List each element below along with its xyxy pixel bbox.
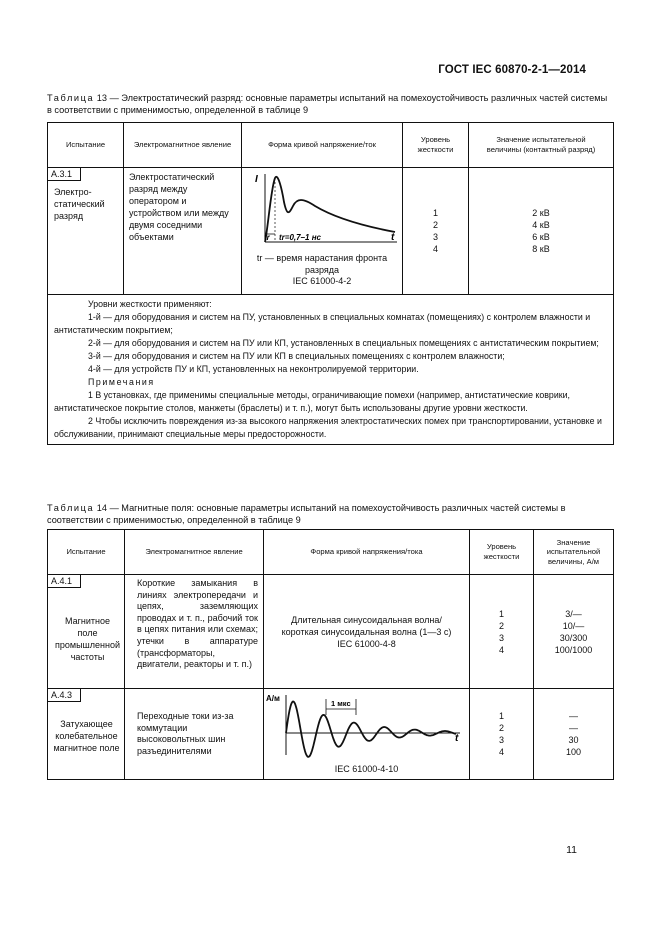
t14-row2-levels [470,689,534,780]
rise-time-value-label: tr=0,7–1 нс [278,233,321,242]
t13-value-4: 8 кВ [532,244,550,254]
t13-levels-intro: Уровни жесткости применяют: [88,299,212,309]
t14-row1-level-4: 4 [498,644,504,655]
t14-row-power-freq [48,575,614,689]
t13-row-em: Электростатический разряд между оператором и устройством или между двумя соседними объектами [124,168,242,295]
t14-row1-test: Магнитное поле промышленной частоты [55,616,120,662]
t13-header-level: Уровень жесткости [403,123,469,168]
t13-level-desc-2: 2-й — для оборудования и систем на ПУ или КП, установленных в специальных помещениях с антистатическим покрытием; [88,338,599,348]
t13-header-value: Значение испытательной величины (контактный разряд) [469,123,614,168]
t13-value-3: 6 кВ [532,232,550,242]
damped-x-label: t [455,733,459,744]
table13-caption [47,92,613,117]
table13-caption-text: 13 — Электростатический разряд: основные параметры испытаний на помехоустойчивость различных частей системы в соответствии с применимостью, определенной в таблице 9 [47,93,608,116]
t14-row1-value-1: 3/— [565,608,582,619]
t14-row1-value-4: 100/1000 [554,644,593,655]
t14-row2-value-4: 100 [565,747,582,757]
t13-note-2: 2 Чтобы исключить повреждения из-за высокого напряжения электростатических помех при транспортировании, установке и обслуживании, принимают специальные меры предосторожности. [54,416,602,439]
table14-caption [47,502,613,527]
table14 [47,529,614,780]
damped-curve [286,702,456,757]
t14-row2-level-1: 1 [498,711,504,721]
table13-caption-label: Таблица [47,93,95,103]
table14-caption-text: 14 — Магнитные поля: основные параметры испытаний на помехоустойчивость различных частей системы в соответствии с применимостью, определенной в таблице 9 [47,503,566,526]
esd-rise-time-note: tr — время нарастания фронта разряда [256,253,388,275]
t13-notes-title: Примечания [88,377,155,387]
t13-header-test: Испытание [48,123,124,168]
t14-row2-values [534,689,614,780]
esd-y-label: I [254,174,258,185]
table14-caption-label: Таблица [47,503,95,513]
t14-header-em: Электромагнитное явление [125,530,264,575]
t14-row1-waveform: Длительная синусоидальная волна/короткая синусоидальная волна (1—3 с) [281,614,452,637]
t13-level-desc-1: 1-й — для оборудования и систем на ПУ, установленных в специальных комнатах (помещениях) с контролем влажности и антистатическим покрытием; [54,312,591,335]
t13-header-em: Электромагнитное явление [124,123,242,168]
t13-row-code: А.3.1 [48,168,81,181]
t13-row-esd [48,168,614,295]
t14-row1-level-2: 2 [498,620,504,631]
t14-row1-values [534,575,614,689]
esd-x-label: t [390,232,394,243]
t13-level-3: 3 [432,232,438,242]
esd-standard-ref: IEC 61000-4-2 [292,276,352,286]
t14-row2-level-2: 2 [498,723,504,733]
t14-row2-value-2: — [569,723,578,733]
t13-value-1: 2 кВ [532,208,550,218]
t14-row-damped [48,689,614,780]
t13-header-waveform: Форма кривой напряжение/ток [242,123,403,168]
t13-level-1: 1 [432,208,438,218]
t13-notes-row [48,295,614,445]
t14-header-value: Значение испытательной величины, А/м [534,530,614,575]
t14-row1-value-3: 30/300 [559,632,588,643]
period-label: 1 мкс [331,699,351,708]
t14-row2-code: А.4.3 [48,689,81,702]
t14-row1-code: А.4.1 [48,575,81,588]
t14-row2-ref: IEC 61000-4-10 [334,764,399,774]
t14-row2-level-3: 3 [498,735,504,745]
t14-row1-ref: IEC 61000-4-8 [337,638,396,649]
t14-row1-level-3: 3 [498,632,504,643]
esd-waveform-chart [243,168,402,250]
t14-header-test: Испытание [48,530,125,575]
t13-values [469,168,614,295]
t14-row1-value-2: 10/— [562,620,585,631]
t13-levels [403,168,469,295]
t13-level-desc-3: 3-й — для оборудования и систем на ПУ или КП в специальных помещениях с контролем влажности; [88,351,505,361]
table13 [47,122,614,445]
t13-row-test: Электро-статический разряд [54,187,105,221]
t13-note-1: 1 В установках, где применимы специальные методы, ограничивающие помехи (например, антистатические коврики, антистатическое покрытие столов, манжеты (браслеты) и т. п.), могут быть использованы другие уровни жесткости. [54,390,570,413]
rise-time-label: tr [263,233,270,242]
t14-row2-test: Затухающее колебательное магнитное поле [53,719,120,753]
t14-row1-em: Короткие замыкания в линиях электропередачи и цепях, заземляющих проводах и т. п., рабочий ток в цепях питания или схемах; утечки в аппаратуре (трансформаторы, двигатели, реакторы и т. п.) [125,575,264,689]
t13-level-2: 2 [432,220,438,230]
t13-level-desc-4: 4-й — для устройств ПУ и КП, установленных на неконтролируемой территории. [88,364,419,374]
t14-header-level: Уровень жесткости [470,530,534,575]
standard-designation: ГОСТ IEC 60870-2-1—2014 [438,64,586,76]
t13-value-2: 4 кВ [532,220,550,230]
damped-oscillation-chart [264,689,469,763]
t14-header-waveform: Форма кривой напряжения/тока [264,530,470,575]
t14-row2-level-4: 4 [498,747,504,757]
t14-row2-em: Переходные токи из-за коммутации высоковольтных шин разъединителями [125,689,264,780]
t14-row1-level-1: 1 [498,608,504,619]
t13-level-4: 4 [432,244,438,254]
t14-row1-levels [470,575,534,689]
t14-row2-value-3: 30 [568,735,579,745]
t14-row2-value-1: — [569,711,578,721]
damped-y-label: А/м [266,694,280,703]
page-number: 11 [566,844,577,856]
